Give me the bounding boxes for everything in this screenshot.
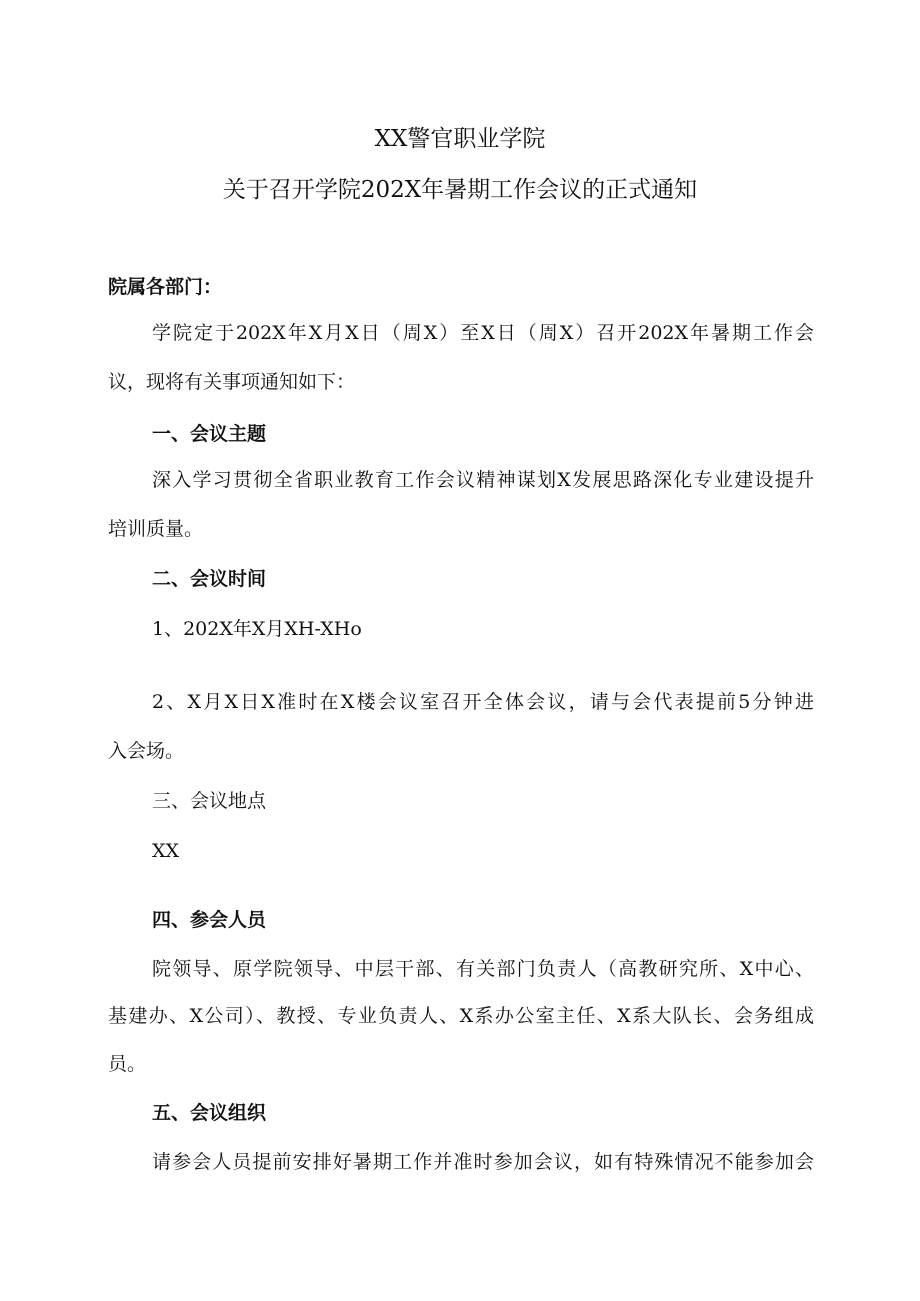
section5-heading: 五、会议组织 [152,1102,267,1124]
salutation: 院属各部门： [108,276,223,298]
document-title-line1: XX警官职业学院 [374,126,546,152]
section1-heading: 一、会议主题 [152,423,267,445]
section5-paragraph-line1: 请参会人员提前安排好暑期工作并准时参加会议，如有特殊情况不能参加会 [152,1151,814,1173]
section1-paragraph-line2: 培训质量。 [108,518,204,540]
section4-paragraph-line2: 基建办、X公司）、教授、专业负责人、X系办公室主任、X系大队长、会务组成 [108,1005,814,1027]
intro-paragraph-line1: 学院定于202X年X月X日（周X）至X日（周X）召开202X年暑期工作会 [152,322,814,344]
section2-item2-line2: 入会场。 [108,740,185,762]
section3-body: XX [152,840,180,862]
section2-item2-line1: 2、X月X日X准时在X楼会议室召开全体会议，请与会代表提前5分钟进 [152,691,814,713]
intro-paragraph-line2: 议，现将有关事项通知如下： [108,371,356,393]
section4-paragraph-line3: 员。 [108,1053,147,1075]
section4-paragraph-line1: 院领导、原学院领导、中层干部、有关部门负责人（高教研究所、X中心、 [152,958,814,980]
section2-item1: 1、202X年X月XH-XHo [152,618,362,640]
section1-paragraph-line1: 深入学习贯彻全省职业教育工作会议精神谋划X发展思路深化专业建设提升 [152,469,814,491]
section3-heading: 三、会议地点 [152,790,267,812]
section2-heading: 二、会议时间 [152,568,267,590]
document-title-line2: 关于召开学院202X年暑期工作会议的正式通知 [222,177,698,203]
section4-heading: 四、参会人员 [152,909,267,931]
